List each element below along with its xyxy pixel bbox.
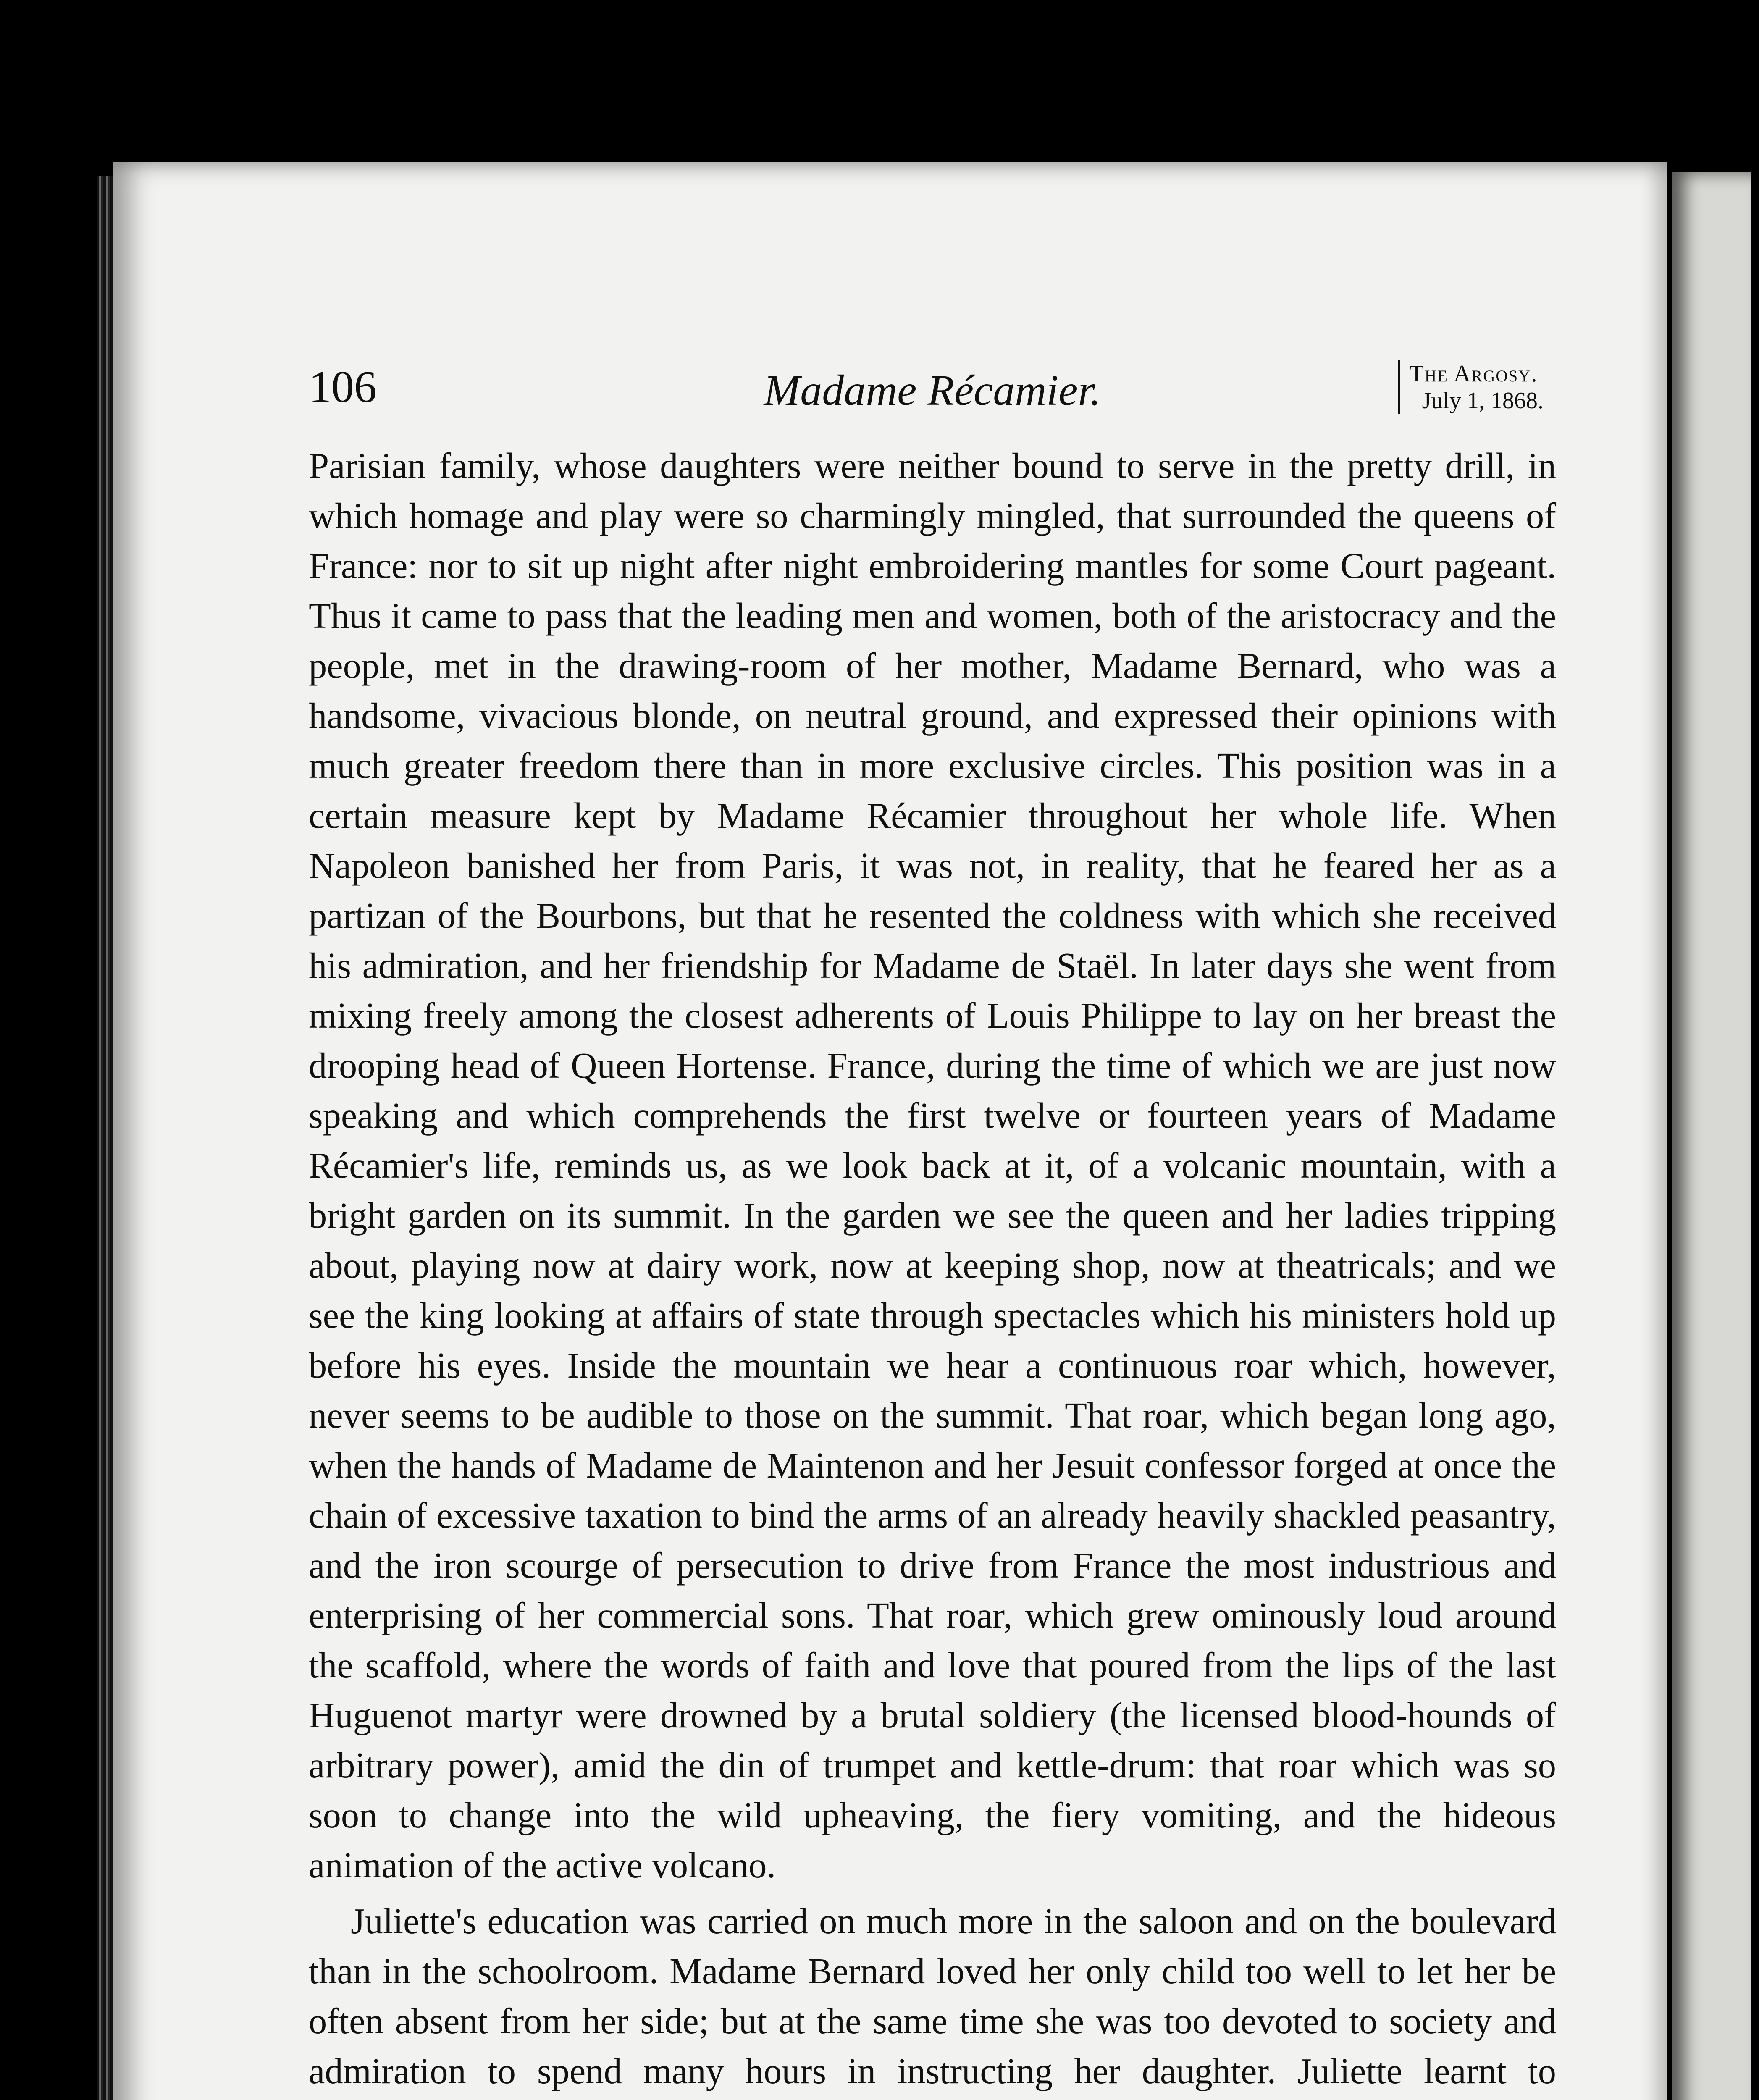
paragraph: Parisian family, whose daughters were neither bound to serve in the pretty drill, in which homage and play were so charmingly mingled, that surrounded the queens of France: nor to sit up night after night embroidering mantles for some Court pageant. Thus it came to pass that the leading men and women, both of the aristocracy and the people, met in the drawing-room of her mother, Madame Bernard, who was a handsome, vivacious blonde, on neutral ground, and expressed their opinions with much greater freedom there than in more exclusive circles. This position was in a certain measure kept by Madame Récamier throughout her whole life. When Napoleon banished her from Paris, it was not, in reality, that he feared her as a partizan of the Bourbons, but that he resented the coldness with which she received his admiration, and her friendship for Madame de Staël. In later days she went from mixing freely among the closest adherents of Louis Philippe to lay on her breast the drooping head of Queen Hortense. France, during the time of which we are just now speaking and which comprehends the first twelve or fourteen years of Madame Récamier's life, reminds us, as we look back at it, of a volcanic mountain, with a bright garden on its summit. In the garden we see the queen and her ladies tripping about, playing now at dairy work, now at keeping shop, now at theatricals; and we see the king looking at affairs of state through spectacles which his ministers hold up before his eyes. Inside the mountain we hear a continuous roar which, however, never seems to be audible to those on the summit. That roar, which began long ago, when the hands of Madame de Maintenon and her Jesuit confessor forged at once the chain of excessive taxation to bind the arms of an already heavily shackled peasantry, and the iron scourge of persecution to drive from France the most industrious and enterprising of her commercial sons. That roar, which grew ominously loud around the scaffold, where the words of faith and love that poured from the lips of the last Huguenot martyr were drowned by a brutal soldiery (the licensed blood-hounds of arbitrary power), amid the din of trumpet and kettle-drum: that roar which was so soon to change into the wild upheaving, the fiery vomiting, and the hideous animation of the active volcano.	[309, 446, 1556, 1885]
running-title: Madame Récamier.	[764, 366, 1101, 415]
issue-name: The Argosy.	[1409, 361, 1538, 387]
facing-page-edge	[1672, 172, 1751, 2100]
issue-reference	[1398, 360, 1544, 414]
page-number: 106	[309, 362, 377, 412]
paragraph: Juliette's education was carried on much more in the saloon and on the boulevard than in the schoolroom. Madame Bernard loved her only child too well to let her be often absent from her side; but at the same time she was too devoted to society and admiration to spend many hours in instructing her daughter. Juliette learnt to	[309, 1901, 1556, 2091]
article-body	[309, 441, 1556, 2100]
running-header	[309, 357, 1556, 416]
issue-date: July 1, 1868.	[1422, 388, 1544, 414]
